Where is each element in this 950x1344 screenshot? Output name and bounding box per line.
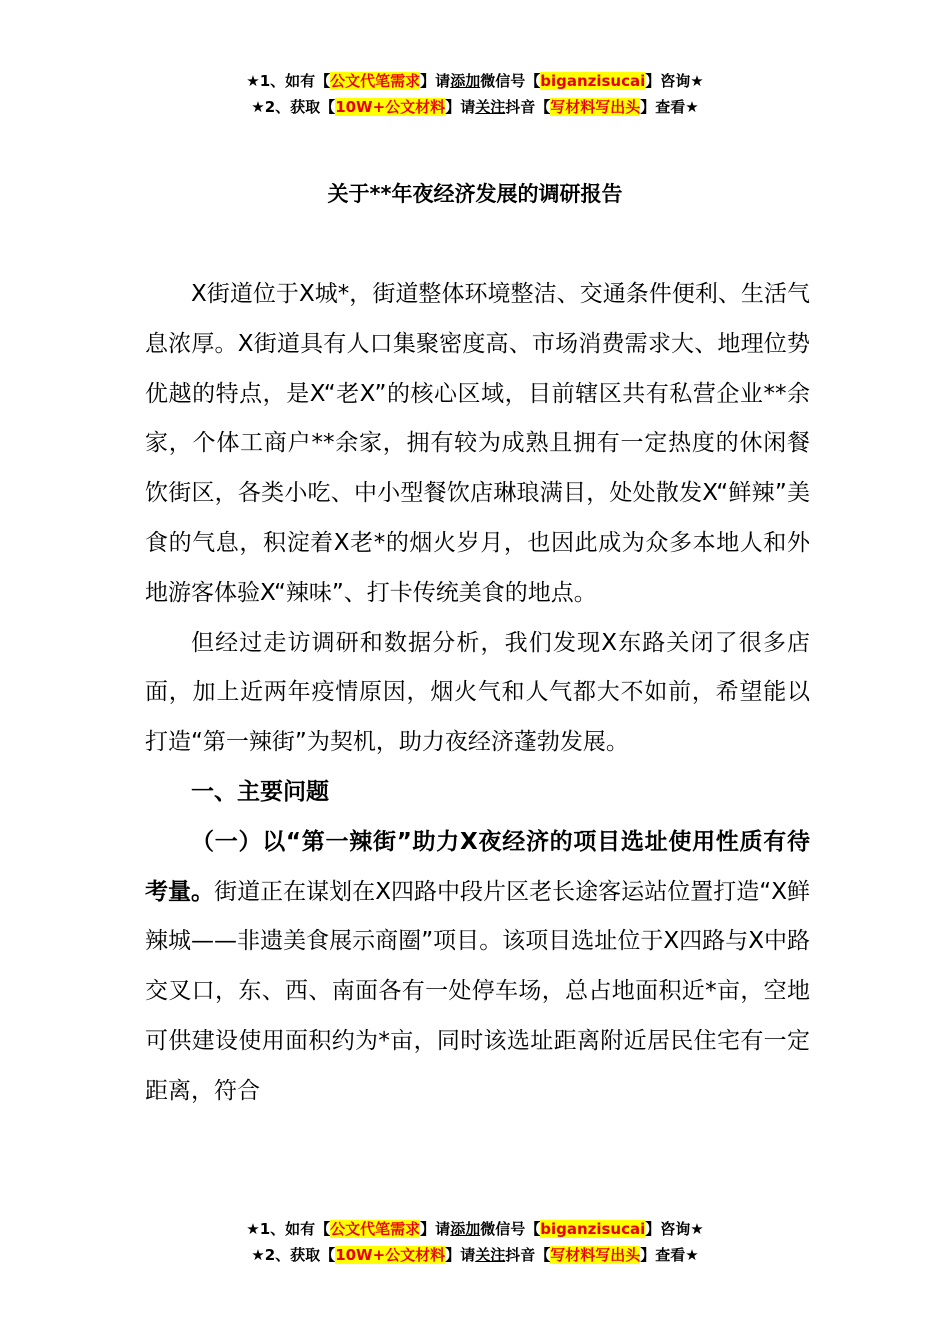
promo-text: 】查看★ [640,1246,699,1264]
underlined-text: 添加 [450,72,481,90]
promo-text: ★1、如有【 [246,1220,331,1238]
promo-text: 】请 [445,98,476,116]
promo-text: 抖音【 [505,98,551,116]
highlighted-text: 公文代笔需求 [330,1220,421,1238]
underlined-text: 关注 [475,98,506,116]
promo-text: 】请 [445,1246,476,1264]
promo-line-1 [0,1216,950,1242]
promo-text: 】请 [420,72,451,90]
paragraph: 但经过走访调研和数据分析，我们发现X东路关闭了很多店面，加上近两年疫情原因，烟火气和人气都大不如前，希望能以打造“第一辣街”为契机，助力夜经济蓬勃发展。 [145,629,810,756]
highlighted-text: 写材料写出头 [550,1246,641,1264]
underlined-text: 添加 [450,1220,481,1238]
promo-text: 】查看★ [640,98,699,116]
promo-text: 】咨询★ [645,1220,704,1238]
document-title: 关于**年夜经济发展的调研报告 [327,182,623,206]
paragraph: X街道位于X城*，街道整体环境整洁、交通条件便利、生活气息浓厚。X街道具有人口集聚密度高、市场消费需求大、地理位势优越的特点，是X“老X”的核心区域，目前辖区共有私营企业**余家，个体工商户**余家，拥有较为成熟且拥有一定热度的休闲餐饮街区，各类小吃、中小型餐饮店琳琅满目，处处散发X“鲜辣”美食的气息，积淀着X老*的烟火岁月，也因此成为众多本地人和外地游客体验X“辣味”、打卡传统美食的地点。 [145,281,810,606]
highlighted-text: biganzisucai [540,72,646,90]
document-body [145,270,810,1117]
promo-text: 】咨询★ [645,72,704,90]
highlighted-text: 10W+公文材料 [335,1246,446,1264]
paragraph-text: 街道正在谋划在X四路中段片区老长途客运站位置打造“X鲜辣城——非遗美食展示商圈”项目。该项目选址位于X四路与X中路交叉口，东、西、南面各有一处停车场，总占地面积近*亩，空地可供建设使用面积约为*亩，同时该选址距离附近居民住宅有一定距离，符合 [145,878,810,1104]
subsection-heading: （一）以“第一辣街”助力X夜经济的项目选址使用性质有待考量。 [145,828,810,905]
promo-text: ★1、如有【 [246,72,331,90]
promo-text: 微信号【 [480,1220,541,1238]
highlighted-text: biganzisucai [540,1220,646,1238]
paragraph [145,818,810,1117]
promo-text: ★2、获取【 [251,98,336,116]
promo-line-2 [0,1242,950,1268]
promo-banner-top [0,68,950,120]
promo-text: 抖音【 [505,1246,551,1264]
promo-line-2 [0,94,950,120]
section-heading: 一、主要问题 [191,778,329,805]
promo-line-1 [0,68,950,94]
promo-text: 微信号【 [480,72,541,90]
underlined-text: 关注 [475,1246,506,1264]
promo-text: 】请 [420,1220,451,1238]
highlighted-text: 写材料写出头 [550,98,641,116]
highlighted-text: 公文代笔需求 [330,72,421,90]
highlighted-text: 10W+公文材料 [335,98,446,116]
promo-text: ★2、获取【 [251,1246,336,1264]
promo-banner-bottom [0,1216,950,1268]
